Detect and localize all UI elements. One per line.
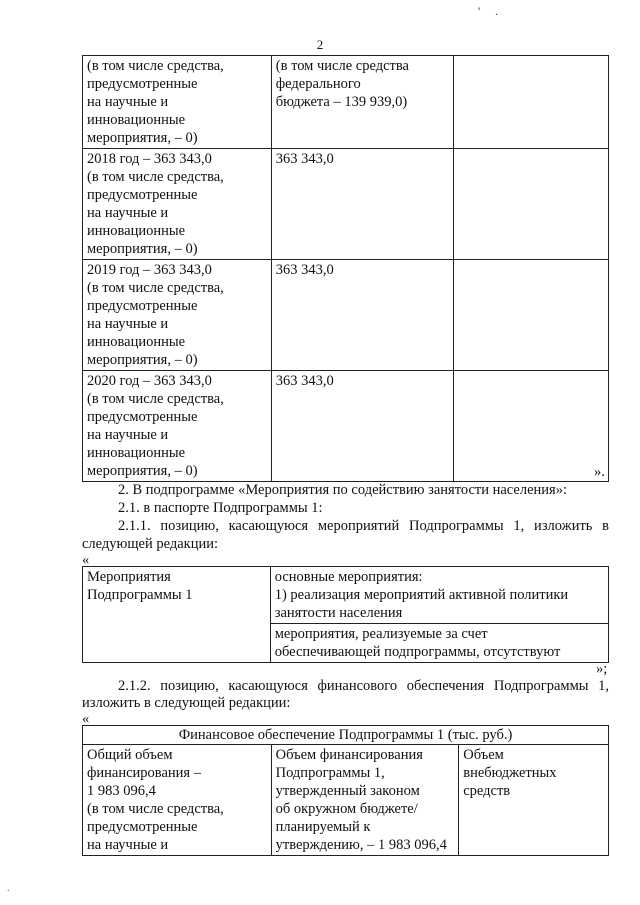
financial-support-table bbox=[82, 725, 609, 856]
table-row bbox=[83, 726, 609, 745]
table-row bbox=[83, 260, 609, 371]
table-cell: Объем внебюджетных средств bbox=[459, 745, 609, 856]
table-header: Финансовое обеспечение Подпрограммы 1 (тыс. руб.) bbox=[83, 726, 609, 745]
scan-artifact: . bbox=[7, 883, 10, 894]
table-cell bbox=[454, 260, 609, 371]
paragraph-2-1-2-line2: изложить в следующей редакции: bbox=[82, 695, 291, 711]
table-cell: 2018 год – 363 343,0 (в том числе средства, предусмотренные на научные и инновационные мероприятия, – 0) bbox=[83, 149, 272, 260]
table-row bbox=[83, 56, 609, 149]
table-cell bbox=[454, 371, 609, 482]
paragraph-2-1-1-line2: следующей редакции: bbox=[82, 536, 219, 552]
table-cell: 2019 год – 363 343,0 (в том числе средства, предусмотренные на научные и инновационные мероприятия, – 0) bbox=[83, 260, 272, 371]
closing-quote: ». bbox=[594, 464, 605, 480]
activities-table bbox=[82, 566, 609, 663]
main-activities: основные мероприятия: 1) реализация мероприятий активной политики занятости населения bbox=[270, 567, 608, 624]
page-number: 2 bbox=[316, 37, 324, 52]
table-cell: 363 343,0 bbox=[271, 371, 454, 482]
paragraph-2-1: 2.1. в паспорте Подпрограммы 1: bbox=[118, 500, 323, 516]
table-row bbox=[83, 149, 609, 260]
closing-quote: »; bbox=[596, 661, 608, 677]
scan-corner-marks: ' . bbox=[478, 4, 505, 18]
table-row bbox=[83, 371, 609, 482]
table-cell bbox=[454, 149, 609, 260]
table-row bbox=[83, 567, 609, 624]
table-cell bbox=[454, 56, 609, 149]
opening-quote: « bbox=[82, 711, 90, 727]
financing-by-year-table bbox=[82, 55, 609, 482]
paragraph-2-1-1-line1: 2.1.1. позицию, касающуюся мероприятий Подпрограммы 1, изложить в bbox=[118, 518, 609, 534]
paragraph-2-1-2-line1: 2.1.2. позицию, касающуюся финансового обеспечения Подпрограммы 1, bbox=[118, 678, 609, 694]
table-row bbox=[83, 745, 609, 856]
table-cell: 363 343,0 bbox=[271, 260, 454, 371]
table-cell: Общий объем финансирования – 1 983 096,4 (в том числе средства, предусмотренные на научные и bbox=[83, 745, 272, 856]
activities-label: Мероприятия Подпрограммы 1 bbox=[83, 567, 271, 663]
table-cell: Объем финансирования Подпрограммы 1, утвержденный законом об окружном бюджете/ планируемый к утверждению, – 1 983 096,4 bbox=[271, 745, 459, 856]
paragraph-2: 2. В подпрограмме «Мероприятия по содействию занятости населения»: bbox=[118, 482, 567, 498]
opening-quote: « bbox=[82, 552, 90, 568]
table-cell: 2020 год – 363 343,0 (в том числе средства, предусмотренные на научные и инновационные мероприятия, – 0) bbox=[83, 371, 272, 482]
table-cell: 363 343,0 bbox=[271, 149, 454, 260]
table-cell: (в том числе средства, предусмотренные на научные и инновационные мероприятия, – 0) bbox=[83, 56, 272, 149]
supporting-activities: мероприятия, реализуемые за счет обеспечивающей подпрограммы, отсутствуют bbox=[270, 624, 608, 663]
table-cell: (в том числе средства федерального бюджета – 139 939,0) bbox=[271, 56, 454, 149]
